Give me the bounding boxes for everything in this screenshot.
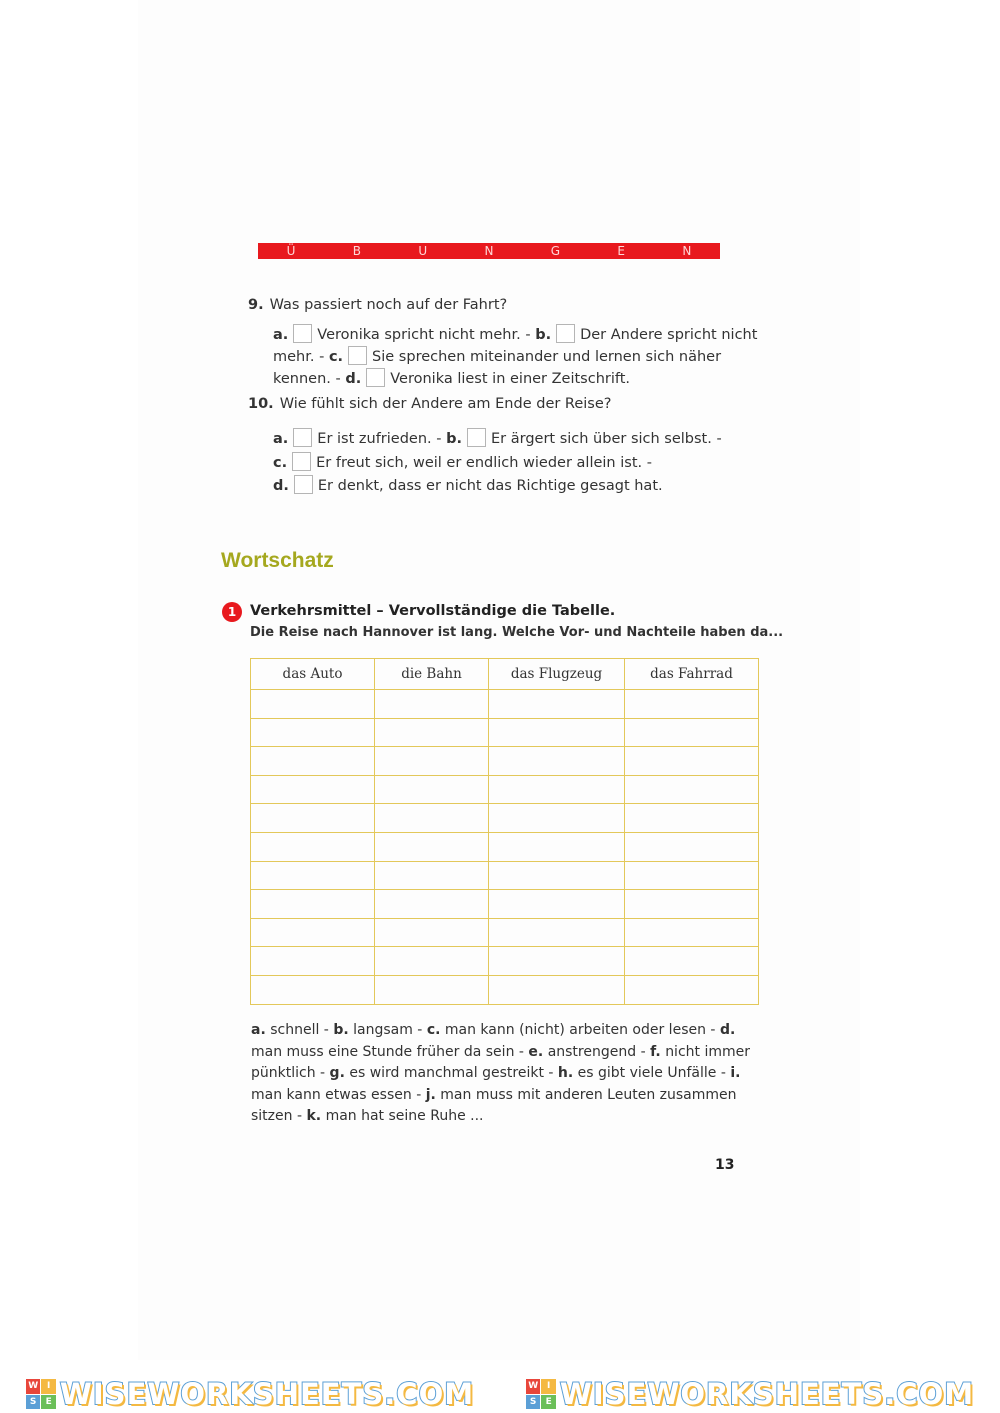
option-letter: a. <box>273 431 289 447</box>
banner-letter: U <box>418 244 428 258</box>
word-bank-item <box>306 1108 483 1124</box>
word-bank-text: langsam - <box>353 1022 423 1038</box>
table-cell[interactable] <box>251 775 375 804</box>
option-text: mehr. - <box>273 349 325 365</box>
table-cell[interactable] <box>375 947 489 976</box>
q9-options-line-3 <box>273 368 630 387</box>
option-text: kennen. - <box>273 371 341 387</box>
table-cell[interactable] <box>625 861 759 890</box>
table-cell[interactable] <box>489 890 625 919</box>
table-cell[interactable] <box>625 690 759 719</box>
option-text: Er ist zufrieden. - <box>317 431 442 447</box>
q9-options-line-1 <box>273 324 757 343</box>
table-cell[interactable] <box>375 861 489 890</box>
table-cell[interactable] <box>251 890 375 919</box>
word-bank-text: man kann (nicht) arbeiten oder lesen - <box>444 1022 716 1038</box>
q10-options-line-1 <box>273 428 722 447</box>
word-bank-letter: c. <box>426 1022 441 1038</box>
table-cell[interactable] <box>625 832 759 861</box>
table-cell[interactable] <box>625 747 759 776</box>
option-text: Veronika spricht nicht mehr. - <box>317 327 531 343</box>
table-row <box>251 918 759 947</box>
logo-mark-letter: I <box>541 1379 556 1394</box>
word-bank-letter: f. <box>650 1043 661 1060</box>
logo-mark-letter: W <box>526 1379 541 1394</box>
option-letter: b. <box>446 431 462 447</box>
table-cell[interactable] <box>375 718 489 747</box>
logo-mark-letter: E <box>41 1395 56 1410</box>
word-bank-text: schnell - <box>270 1022 329 1038</box>
table-row <box>251 832 759 861</box>
option-text: Der Andere spricht nicht <box>580 327 758 343</box>
table-row <box>251 747 759 776</box>
table-cell[interactable] <box>251 947 375 976</box>
uebungen-banner <box>258 243 720 259</box>
word-bank-item <box>333 1022 422 1038</box>
word-bank-letter: b. <box>333 1022 349 1038</box>
q10-checkbox-a[interactable] <box>293 428 312 447</box>
table-cell[interactable] <box>489 947 625 976</box>
q10-checkbox-d[interactable] <box>294 475 313 494</box>
exercise-title: Verkehrsmittel – Vervollständige die Tabelle. <box>250 603 616 619</box>
option-text: Er denkt, dass er nicht das Richtige gesagt hat. <box>317 478 663 494</box>
word-bank-letter: j. <box>425 1086 436 1103</box>
option-letter: b. <box>535 327 552 343</box>
word-bank <box>251 1020 751 1128</box>
table-cell[interactable] <box>489 775 625 804</box>
option-text: Sie sprechen miteinander und lernen sich näher <box>372 349 722 365</box>
q10-options-line-2 <box>273 452 652 471</box>
table-cell[interactable] <box>625 804 759 833</box>
footer-watermark <box>0 1375 1000 1413</box>
banner-letter: N <box>484 244 494 258</box>
table-cell[interactable] <box>625 775 759 804</box>
table-cell[interactable] <box>251 832 375 861</box>
word-bank-letter: i. <box>730 1065 741 1081</box>
table-row <box>251 775 759 804</box>
vocabulary-table <box>250 658 759 1005</box>
word-bank-item <box>528 1044 645 1060</box>
word-bank-letter: h. <box>557 1065 574 1081</box>
column-header-flugzeug: das Flugzeug <box>489 659 625 690</box>
table-cell[interactable] <box>251 718 375 747</box>
column-header-fahrrad: das Fahrrad <box>625 659 759 690</box>
table-cell[interactable] <box>375 747 489 776</box>
column-header-auto: das Auto <box>251 659 375 690</box>
table-cell[interactable] <box>375 890 489 919</box>
q10-checkbox-c[interactable] <box>292 452 311 471</box>
word-bank-text: es gibt viele Unfälle - <box>577 1065 726 1081</box>
table-cell[interactable] <box>375 690 489 719</box>
word-bank-item <box>251 1022 329 1038</box>
table-cell[interactable] <box>489 918 625 947</box>
watermark-logo <box>526 1377 974 1411</box>
banner-letter: G <box>550 244 561 258</box>
table-cell[interactable] <box>251 747 375 776</box>
word-bank-item <box>330 1065 554 1081</box>
table-cell[interactable] <box>375 804 489 833</box>
logo-mark-icon <box>526 1379 556 1409</box>
word-bank-text: man hat seine Ruhe ... <box>325 1108 484 1124</box>
table-cell[interactable] <box>251 690 375 719</box>
column-header-bahn: die Bahn <box>375 659 489 690</box>
table-cell[interactable] <box>375 975 489 1004</box>
word-bank-letter: e. <box>528 1043 544 1060</box>
table-row <box>251 861 759 890</box>
option-letter: c. <box>273 455 288 471</box>
table-row <box>251 890 759 919</box>
word-bank-item <box>558 1065 726 1081</box>
table-cell[interactable] <box>489 804 625 833</box>
table-cell[interactable] <box>375 775 489 804</box>
question-10 <box>248 396 611 412</box>
word-bank-letter: k. <box>306 1108 322 1124</box>
q10-options-line-3 <box>273 475 663 494</box>
question-number: 10. <box>248 396 274 412</box>
q9-checkbox-a[interactable] <box>293 324 312 343</box>
table-cell[interactable] <box>625 918 759 947</box>
logo-text: WISEWORKSHEETS.COM <box>59 1377 475 1411</box>
table-cell[interactable] <box>625 890 759 919</box>
q9-checkbox-b[interactable] <box>556 324 575 343</box>
option-text: Veronika liest in einer Zeitschrift. <box>390 371 631 387</box>
option-letter: a. <box>273 327 289 343</box>
table-row <box>251 804 759 833</box>
table-row <box>251 975 759 1004</box>
option-text: Er ärgert sich über sich selbst. - <box>491 431 722 447</box>
table-cell[interactable] <box>489 718 625 747</box>
logo-mark-letter: E <box>541 1395 556 1410</box>
table-cell[interactable] <box>251 975 375 1004</box>
banner-letter: Ü <box>286 244 296 258</box>
table-row <box>251 718 759 747</box>
word-bank-text: anstrengend - <box>547 1043 646 1060</box>
option-letter: c. <box>328 349 344 365</box>
table-cell[interactable] <box>375 918 489 947</box>
exercise-instructions: Die Reise nach Hannover ist lang. Welche Vor- und Nachteile haben da... <box>250 625 784 640</box>
logo-text: WISEWORKSHEETS.COM <box>559 1377 975 1411</box>
table-cell[interactable] <box>251 804 375 833</box>
option-letter: d. <box>273 478 289 494</box>
word-bank-text: man kann etwas essen - <box>251 1086 422 1103</box>
question-text: Was passiert noch auf der Fahrt? <box>269 297 508 313</box>
table-cell[interactable] <box>251 918 375 947</box>
word-bank-item <box>427 1022 716 1038</box>
page-number: 13 <box>715 1157 735 1173</box>
banner-letter: B <box>352 244 362 258</box>
logo-mark-letter: I <box>41 1379 56 1394</box>
table-cell[interactable] <box>625 718 759 747</box>
word-bank-letter: g. <box>329 1065 345 1081</box>
table-cell[interactable] <box>489 975 625 1004</box>
table-header-row <box>251 659 759 690</box>
q10-checkbox-b[interactable] <box>467 428 486 447</box>
banner-letter: N <box>682 244 692 258</box>
word-bank-text: nicht immer pünktlich - <box>251 1043 750 1081</box>
q9-options-line-2 <box>273 346 721 365</box>
table-row <box>251 947 759 976</box>
table-cell[interactable] <box>625 947 759 976</box>
table-cell[interactable] <box>625 975 759 1004</box>
exercise-number-badge: 1 <box>222 602 242 622</box>
word-bank-letter: a. <box>251 1022 266 1038</box>
word-bank-letter: d. <box>719 1022 736 1038</box>
logo-mark-letter: S <box>526 1395 541 1410</box>
logo-mark-letter: S <box>26 1395 41 1410</box>
question-number: 9. <box>248 297 264 313</box>
logo-mark-letter: W <box>26 1379 41 1394</box>
logo-mark-icon <box>26 1379 56 1409</box>
table-cell[interactable] <box>251 861 375 890</box>
watermark-logo <box>26 1377 474 1411</box>
banner-letter: E <box>617 244 626 258</box>
table-cell[interactable] <box>375 832 489 861</box>
word-bank-text: man muss mit anderen Leuten zusammen sitzen - <box>251 1086 737 1124</box>
question-9 <box>248 297 507 313</box>
option-text: Er freut sich, weil er endlich wieder allein ist. - <box>316 455 652 471</box>
table-row <box>251 690 759 719</box>
table-cell[interactable] <box>489 690 625 719</box>
question-text: Wie fühlt sich der Andere am Ende der Reise? <box>279 396 612 412</box>
table-cell[interactable] <box>489 861 625 890</box>
section-title: Wortschatz <box>221 549 334 572</box>
option-letter: d. <box>345 371 362 387</box>
table-body <box>251 690 759 1005</box>
q9-checkbox-d[interactable] <box>366 368 385 387</box>
table-cell[interactable] <box>489 832 625 861</box>
word-bank-text: man muss eine Stunde früher da sein - <box>251 1043 524 1060</box>
table-cell[interactable] <box>489 747 625 776</box>
q9-checkbox-c[interactable] <box>348 346 367 365</box>
word-bank-text: es wird manchmal gestreikt - <box>349 1065 554 1081</box>
